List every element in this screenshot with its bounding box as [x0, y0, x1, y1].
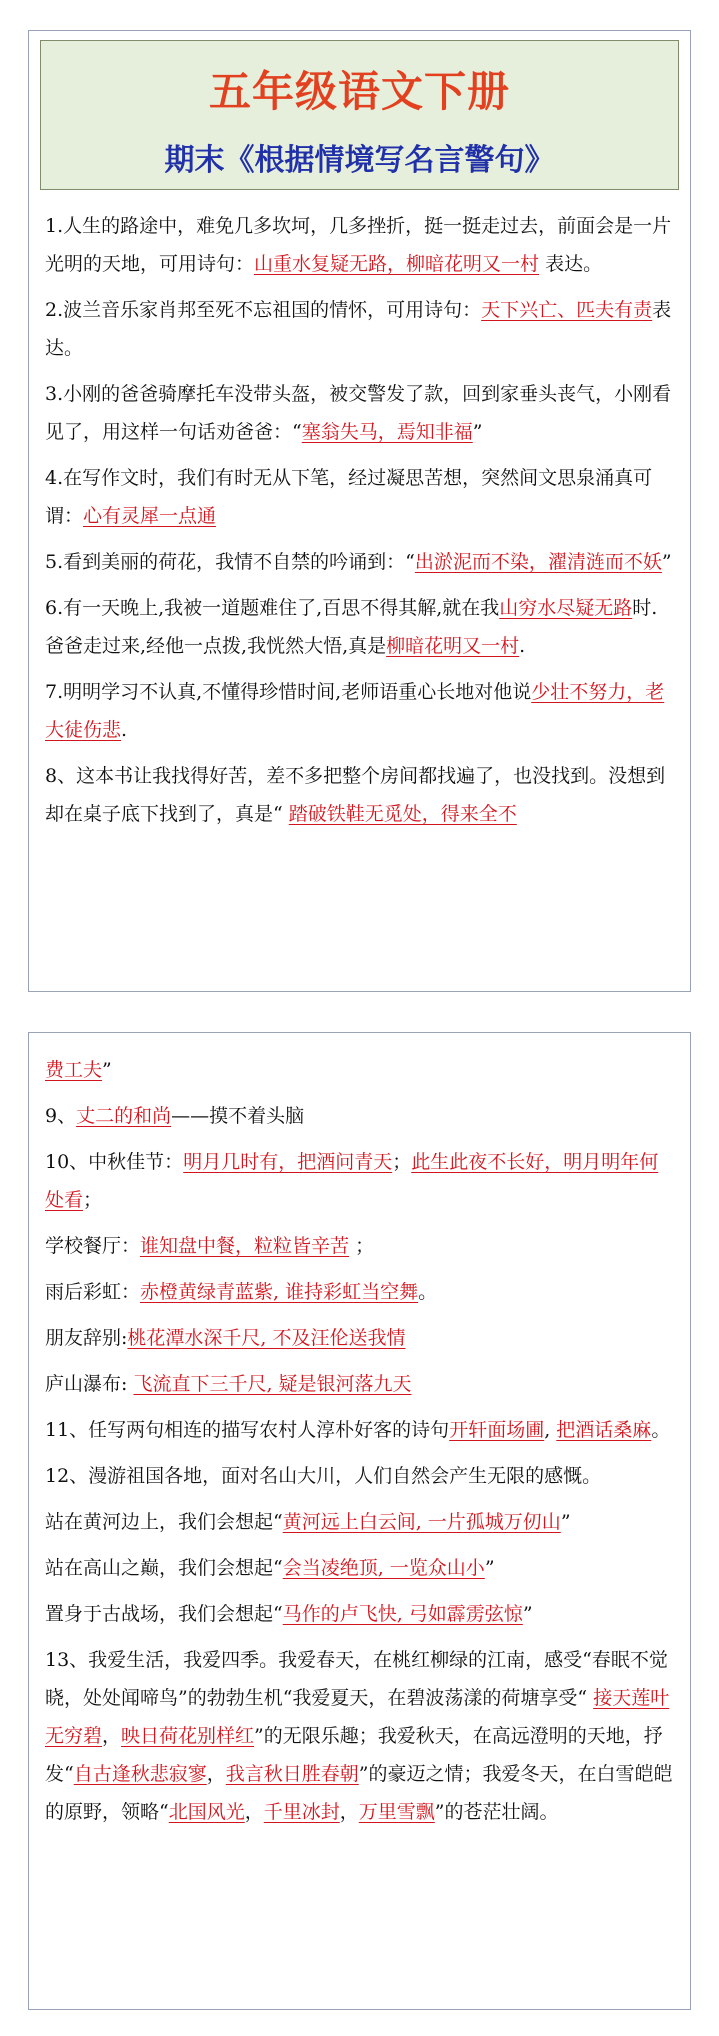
answer: 桃花潭水深千尺, 不及汪伦送我情 — [127, 1327, 406, 1349]
question-7 — [45, 673, 676, 749]
question-text: 。 — [651, 1419, 671, 1441]
document-page-2 — [28, 1032, 691, 2010]
question-13 — [45, 1641, 676, 1831]
question-text: 3.小刚的爸爸骑摩托车没带头盔，被交警发了款，回到家垂头丧气，小刚看见了，用这样一句话劝爸爸：“ — [45, 383, 672, 443]
question-text: ； — [392, 1151, 412, 1173]
question-text: 雨后彩虹： — [45, 1281, 141, 1303]
page-subtitle: 期末《根据情境写名言警句》 — [164, 143, 555, 178]
question-text: 朋友辞别: — [45, 1327, 128, 1349]
question-text: 13、我爱生活，我爱四季。我爱春天，在桃红柳绿的江南，感受“春眠不觉晓，处处闻啼鸟”的勃勃生机“我爱夏天，在碧波荡漾的荷塘享受“ — [45, 1649, 668, 1709]
question-list-part-1 — [45, 207, 676, 841]
item-rainbow — [45, 1273, 676, 1311]
answer: 千里冰封 — [263, 1801, 340, 1823]
question-text: ” — [472, 421, 483, 443]
question-2 — [45, 291, 676, 367]
answer: 谁知盘中餐，粒粒皆辛苦 — [140, 1235, 350, 1257]
question-text: ——摸不着头脑 — [171, 1105, 305, 1127]
question-text: 2.波兰音乐家肖邦至死不忘祖国的情怀，可用诗句： — [45, 299, 482, 321]
answer: 赤橙黄绿青蓝紫, 谁持彩虹当空舞 — [140, 1281, 419, 1303]
answer: 明月几时有，把酒问青天 — [183, 1151, 393, 1173]
question-text: ， — [339, 1801, 359, 1823]
answer: 出淤泥而不染，濯清涟而不妖 — [414, 551, 662, 573]
answer: 接天莲叶无穷碧 — [45, 1687, 670, 1747]
answer: 山穷水尽疑无路 — [499, 597, 633, 619]
question-text: 12、漫游祖国各地，面对名山大川，人们自然会产生无限的感慨。 — [45, 1465, 602, 1487]
question-5 — [45, 543, 676, 581]
question-text: ； — [349, 1235, 375, 1257]
question-text: 8、这本书让我找得好苦，差不多把整个房间都找遍了，也没找到。没想到却在桌子底下找到了，真是“ — [45, 765, 666, 825]
item-yellow-river — [45, 1503, 676, 1541]
question-text: ” — [102, 1059, 112, 1081]
answer: 万里雪飘 — [358, 1801, 435, 1823]
item-mountain-top — [45, 1549, 676, 1587]
question-1 — [45, 207, 676, 283]
question-text: 4.在写作文时，我们有时无从下笔，经过凝思苦想，突然间文思泉涌真可谓： — [45, 467, 653, 527]
question-text: ” — [522, 1603, 533, 1625]
question-11 — [45, 1411, 676, 1449]
question-text: . — [121, 719, 128, 741]
question-6 — [45, 589, 676, 665]
answer: 丈二的和尚 — [76, 1105, 172, 1127]
question-text: 时.爸爸走过来,经他一点拨,我恍然大悟,真是 — [45, 597, 658, 657]
answer: 黄河远上白云间, 一片孤城万仞山 — [282, 1511, 561, 1533]
question-text: . — [519, 635, 526, 657]
question-text: 7.明明学习不认真,不懂得珍惜时间,老师语重心长地对他说 — [45, 681, 532, 703]
answer: 马作的卢飞快, 弓如霹雳弦惊 — [282, 1603, 523, 1625]
question-text: ”的苍茫壮阔。 — [434, 1801, 559, 1823]
question-text: 1.人生的路途中，难免几多坎坷，几多挫折，挺一挺走过去，前面会是一片光明的天地，可用诗句： — [45, 215, 672, 275]
question-text: 。 — [418, 1281, 438, 1303]
answer: 把酒话桑麻 — [556, 1419, 652, 1441]
question-8 — [45, 757, 676, 833]
answer: 映日荷花别样红 — [121, 1725, 255, 1747]
answer: 此生此夜不长好，明月明年何处看 — [45, 1151, 659, 1211]
question-text: 5.看到美丽的荷花，我情不自禁的吟诵到：“ — [45, 551, 415, 573]
answer: 柳暗花明又一村 — [386, 635, 520, 657]
answer: 天下兴亡、匹夫有责 — [481, 299, 653, 321]
answer: 踏破铁鞋无觅处，得来全不 — [288, 803, 517, 825]
question-text: ， — [206, 1763, 226, 1785]
question-text: ” — [484, 1557, 495, 1579]
answer: 费工夫 — [45, 1059, 103, 1081]
question-text: 表达。 — [539, 253, 603, 275]
question-text: ” — [661, 551, 672, 573]
question-list-part-2 — [45, 1051, 676, 1839]
question-text: ， — [102, 1725, 122, 1747]
document-page-1 — [28, 30, 691, 992]
answer: 心有灵犀一点通 — [83, 505, 217, 527]
question-text: , — [544, 1419, 557, 1441]
question-12 — [45, 1457, 676, 1495]
question-text: ， — [244, 1801, 264, 1823]
item-battlefield — [45, 1595, 676, 1633]
page-title: 五年级语文下册 — [208, 67, 510, 116]
answer: 山重水复疑无路，柳暗花明又一村 — [254, 253, 540, 275]
answer: 我言秋日胜春朝 — [225, 1763, 359, 1785]
answer: 会当凌绝顶, 一览众山小 — [282, 1557, 485, 1579]
question-9 — [45, 1097, 676, 1135]
question-text: ”的豪迈之情；我爱冬天，在白雪皑皑的原野，领略“ — [45, 1763, 673, 1823]
question-text: 表达。 — [45, 299, 672, 359]
answer: 少壮不努力，老大徒伤悲 — [45, 681, 665, 741]
question-text: 学校餐厅： — [45, 1235, 141, 1257]
item-canteen — [45, 1227, 676, 1265]
question-text: 庐山瀑布: — [45, 1373, 134, 1395]
question-text: 站在高山之巅，我们会想起“ — [45, 1557, 283, 1579]
question-text: 11、任写两句相连的描写农村人淳朴好客的诗句 — [45, 1419, 450, 1441]
question-text: 9、 — [45, 1105, 77, 1127]
question-10 — [45, 1143, 676, 1219]
question-4 — [45, 459, 676, 535]
question-text: ” — [560, 1511, 571, 1533]
answer: 开轩面场圃 — [449, 1419, 545, 1441]
question-text: 10、中秋佳节： — [45, 1151, 184, 1173]
answer: 飞流直下三千尺, 疑是银河落九天 — [133, 1373, 412, 1395]
question-8-continued — [45, 1051, 676, 1089]
item-waterfall — [45, 1365, 676, 1403]
question-text: 置身于古战场，我们会想起“ — [45, 1603, 283, 1625]
question-3 — [45, 375, 676, 451]
question-text: ”的无限乐趣；我爱秋天，在高远澄明的天地，抒发“ — [45, 1725, 663, 1785]
answer: 自古逢秋悲寂寥 — [73, 1763, 207, 1785]
question-text: ； — [83, 1189, 103, 1211]
item-farewell — [45, 1319, 676, 1357]
header-banner — [40, 40, 679, 190]
answer: 塞翁失马，焉知非福 — [301, 421, 473, 443]
question-text: 6.有一天晚上,我被一道题难住了,百思不得其解,就在我 — [45, 597, 500, 619]
question-text: 站在黄河边上，我们会想起“ — [45, 1511, 283, 1533]
answer: 北国风光 — [168, 1801, 245, 1823]
